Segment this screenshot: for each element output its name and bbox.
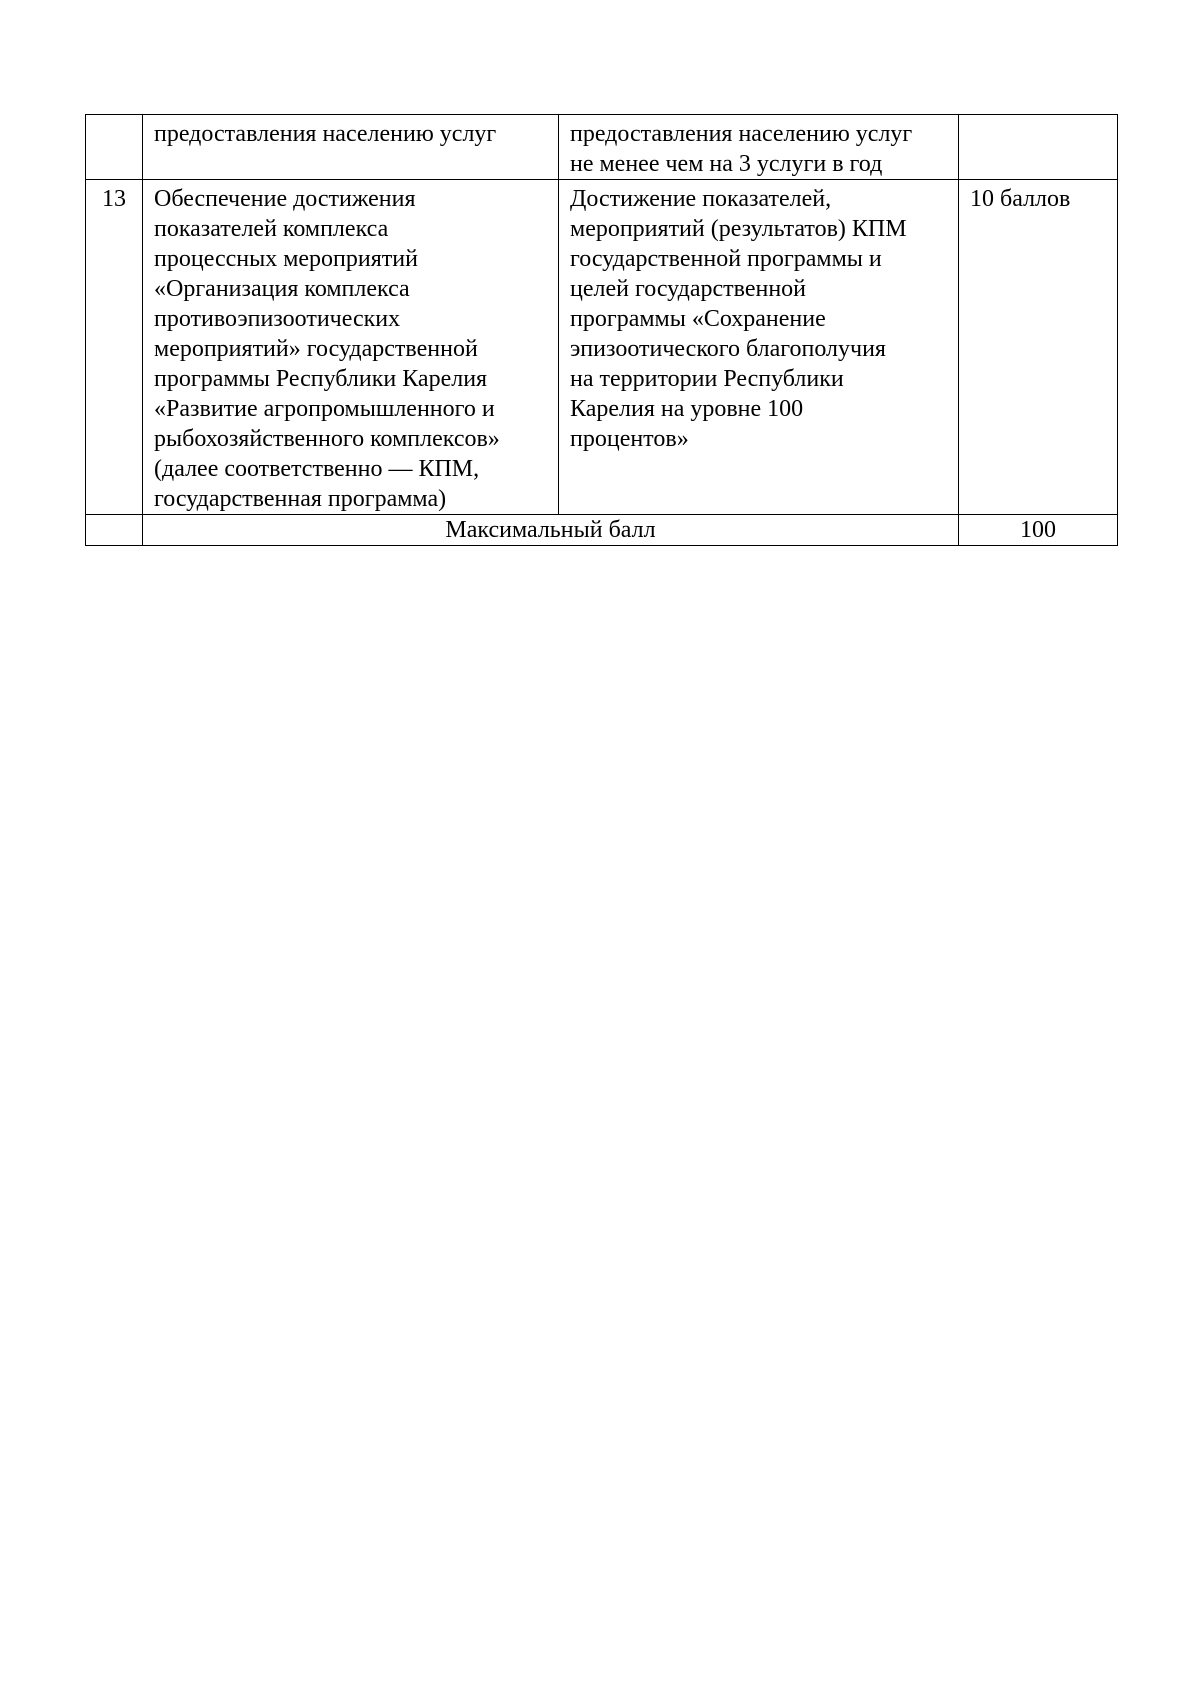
criterion-cell: Обеспечение достижения показателей комплекса процессных мероприятий «Организация комплекса противоэпизоотических мероприятий» государственной программы Республики Карелия «Развитие агропромышленного и рыбохозяйственного комплексов» (далее соответственно — КПМ, государственная программа) xyxy=(143,180,559,515)
total-row xyxy=(86,515,1118,546)
table-row xyxy=(86,180,1118,515)
row-number: 13 xyxy=(86,180,143,515)
criteria-table xyxy=(85,114,1118,546)
indicator-cell: Достижение показателей, мероприятий (результатов) КПМ государственной программы и целей государственной программы «Сохранение эпизоотического благополучия на территории Республики Карелия на уровне 100 процентов» xyxy=(559,180,959,515)
row-number xyxy=(86,115,143,180)
indicator-cell: предоставления населению услуг не менее чем на 3 услуги в год xyxy=(559,115,959,180)
total-empty-cell xyxy=(86,515,143,546)
total-label: Максимальный балл xyxy=(143,515,959,546)
table-row xyxy=(86,115,1118,180)
score-cell xyxy=(959,115,1118,180)
criterion-cell: предоставления населению услуг xyxy=(143,115,559,180)
score-cell: 10 баллов xyxy=(959,180,1118,515)
total-value: 100 xyxy=(959,515,1118,546)
